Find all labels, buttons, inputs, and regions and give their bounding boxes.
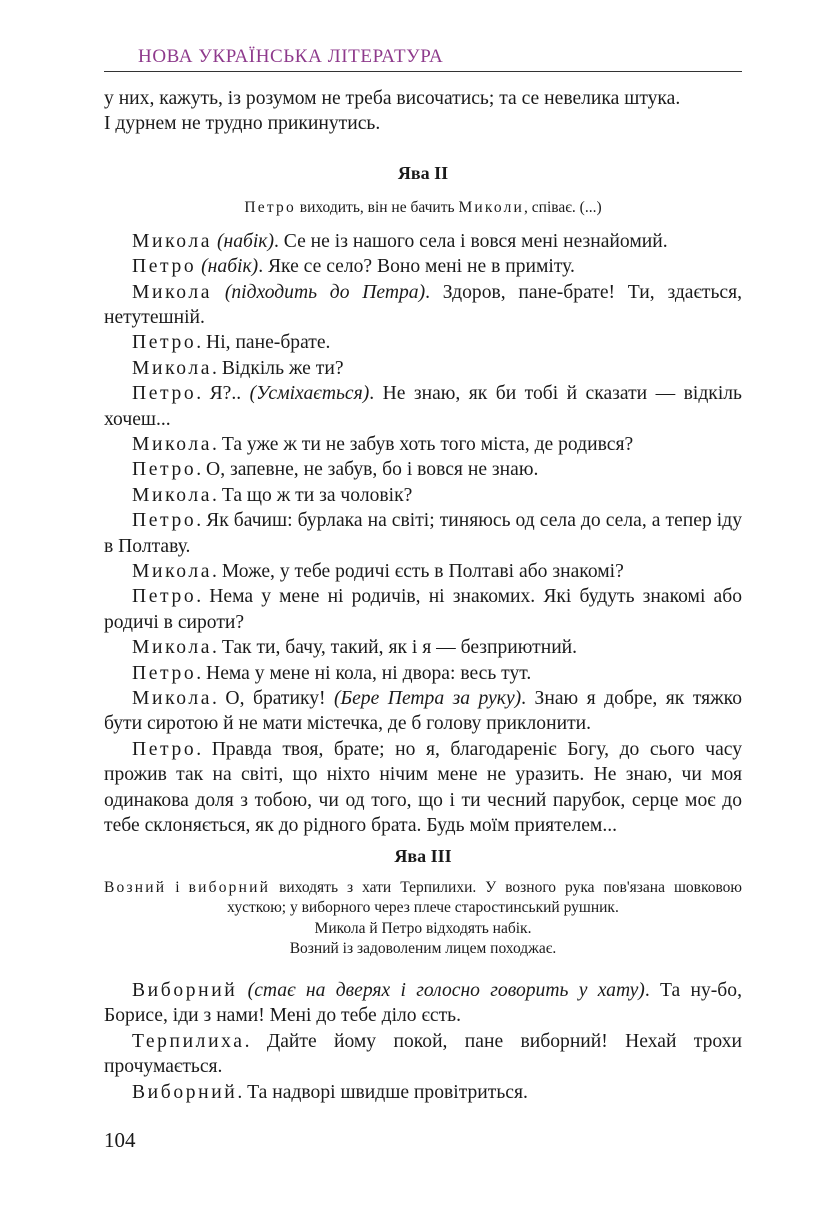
stage-remark: (стає на дверях і голосно говорить у хату) bbox=[247, 979, 645, 1001]
scene-3-title: Ява III bbox=[394, 846, 452, 867]
speaker-name: Микола bbox=[132, 484, 213, 506]
speaker-name: Терпилиха bbox=[132, 1030, 245, 1052]
speaker-name: Петро bbox=[132, 332, 197, 354]
scene-3-stage-directions bbox=[104, 878, 742, 960]
scene-2-title: Ява II bbox=[397, 162, 449, 183]
dialogue-line: Петро. Нема у мене ні кола, ні двора: весь тут. bbox=[132, 662, 532, 684]
stage-remark: (набік) bbox=[216, 230, 274, 252]
dialogue-line: Микола. Відкіль же ти? bbox=[132, 357, 344, 379]
speaker-name: Микола bbox=[132, 230, 213, 252]
dialogue-line: Виборний. Та надворі швидше провітриться. bbox=[132, 1081, 528, 1103]
running-header bbox=[104, 46, 742, 72]
intro-text: у них, кажуть, із розумом не треба височатись; та се невелика штука. І дурнем не трудно прикинутись. bbox=[104, 88, 681, 135]
scene-3-dialogue bbox=[104, 978, 742, 1105]
scene-3-stage-line: Возний і виборний виходять з хати Терпилихи. У возного рука пов'язана шовковою хусткою; у виборного через плече старостинський рушник. bbox=[104, 878, 743, 917]
page-number: 104 bbox=[104, 1128, 136, 1152]
scene-2-dialogue bbox=[104, 229, 742, 839]
speaker-name: Виборний bbox=[132, 1081, 238, 1103]
dialogue-line: Терпилиха. Дайте йому покой, пане виборний! Нехай трохи прочумається. bbox=[104, 1030, 742, 1078]
page-body bbox=[104, 86, 742, 1105]
speaker-name: Микола bbox=[132, 357, 213, 379]
speaker-name: Микола bbox=[132, 637, 213, 659]
header-title: НОВА УКРАЇНСЬКА ЛІТЕРАТУРА bbox=[138, 46, 444, 67]
speaker-name: Петро bbox=[132, 738, 197, 760]
dialogue-line: Микола (набік). Се не із нашого села і вовся мені незнайомий. bbox=[132, 230, 668, 252]
stage-remark: (підходить до Петра) bbox=[224, 281, 426, 303]
stage-remark: (Усміхається) bbox=[249, 383, 370, 405]
dialogue-line: Микола. Та уже ж ти не забув хоть того міста, де родився? bbox=[132, 433, 634, 455]
speaker-name: Петро bbox=[132, 459, 197, 481]
speaker-name: Петро bbox=[132, 586, 197, 608]
speaker-name: Микола bbox=[132, 561, 213, 582]
dialogue-line: Петро. Я?.. (Усміхається). Не знаю, як би тобі й сказати — відкіль хочеш... bbox=[104, 383, 742, 430]
speaker-name: Петро bbox=[132, 383, 197, 405]
speaker-name: Микола bbox=[132, 688, 213, 710]
dialogue-line: Петро. Правда твоя, брате; но я, благодареніє Богу, до сього часу прожив так на світі, що ніхто нічим мене не уразить. Не знаю, чи моя одинакова доля з тобою, чи од того, що і ти чесний парубок, серце моє до тебе склоняється, як до рідного брата. Будь моїм приятелем... bbox=[104, 738, 742, 837]
dialogue-line: Микола. Так ти, бачу, такий, як і я — безприютний. bbox=[132, 637, 578, 659]
dialogue-line: Микола (підходить до Петра). Здоров, пане-брате! Ти, здається, нетутешній. bbox=[104, 281, 743, 328]
dialogue-line: Микола. О, братику! (Бере Петра за руку). Знаю я добре, як тяжко бути сиротою й не мати містечка, де б голову приклонити. bbox=[104, 688, 742, 735]
stage-remark: (Бере Петра за руку) bbox=[334, 688, 522, 710]
dialogue-line: Виборний (стає на дверях і голосно говорить у хату). Та ну-бо, Борисе, іди з нами! Мені до тебе діло єсть. bbox=[104, 979, 742, 1027]
dialogue-line: Петро. Ні, пане-брате. bbox=[132, 332, 331, 354]
dialogue-line: Микола. Та що ж ти за чоловік? bbox=[132, 484, 413, 506]
dialogue-line: Петро. О, запевне, не забув, бо і вовся не знаю. bbox=[132, 459, 539, 481]
speaker-name: Микола bbox=[132, 433, 213, 455]
dialogue-line: Микола. Може, у тебе родичі єсть в Полтаві або знакомі? bbox=[132, 561, 624, 582]
speaker-name: Петро bbox=[132, 510, 197, 532]
scene-2-stage-direction: Петро виходить, він не бачить Миколи, співає. (...) bbox=[244, 199, 602, 217]
dialogue-line: Петро (набік). Яке се село? Воно мені не в приміту. bbox=[132, 256, 575, 278]
speaker-name: Петро bbox=[132, 662, 197, 684]
scene-3-stage-line: Возний із задоволеним лицем походжає. bbox=[289, 940, 557, 958]
speaker-name: Микола bbox=[132, 281, 213, 303]
dialogue-line: Петро. Нема у мене ні родичів, ні знакомих. Які будуть знакомі або родичі в сироти? bbox=[104, 586, 742, 633]
dialogue-line: Петро. Як бачиш: бурлака на світі; тиняюсь од села до села, а тепер іду в Полтаву. bbox=[104, 510, 742, 557]
scene-3-stage-line: Микола й Петро відходять набік. bbox=[314, 919, 532, 937]
speaker-name: Петро bbox=[132, 256, 197, 278]
stage-remark: (набік) bbox=[201, 256, 259, 278]
speaker-name: Виборний bbox=[132, 979, 238, 1001]
